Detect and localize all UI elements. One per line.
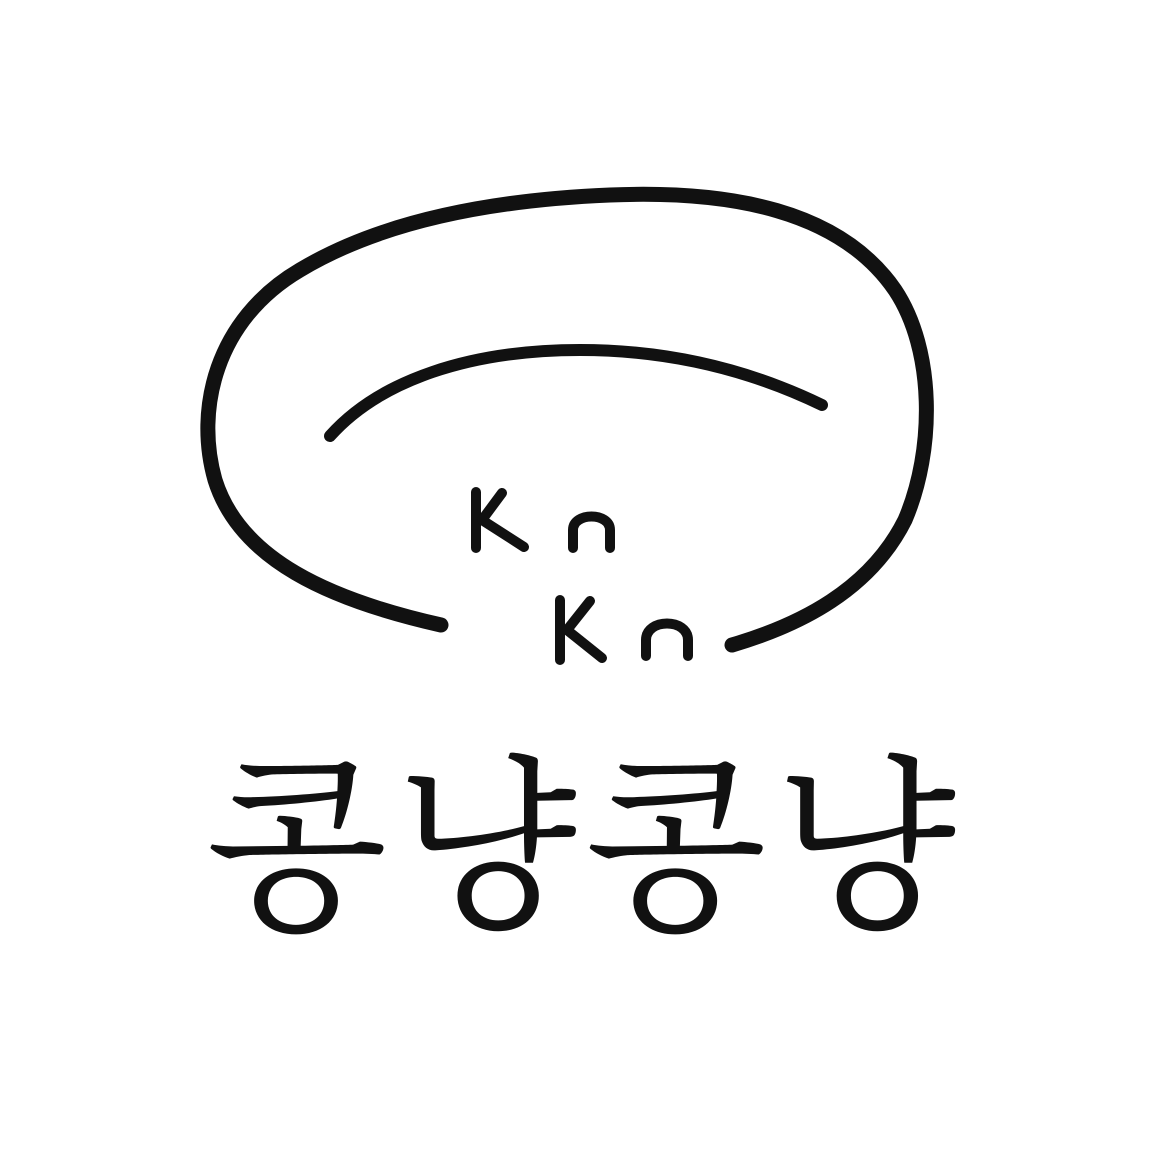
bean-outline xyxy=(208,194,927,645)
mark-glyphs-top xyxy=(476,492,610,548)
mark-glyphs-bottom xyxy=(560,600,688,660)
inner-arc xyxy=(330,350,822,436)
brand-name: 콩냥콩냥 xyxy=(205,739,965,958)
